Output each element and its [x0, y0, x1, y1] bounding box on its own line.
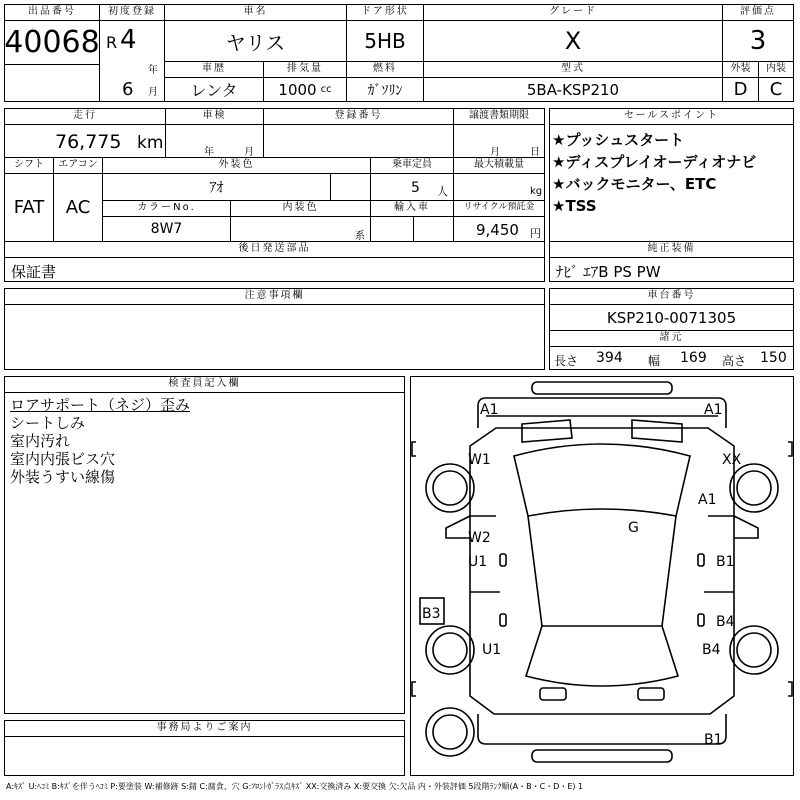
mark-u1-a: U1	[468, 554, 488, 570]
color-no-value: 8W7	[102, 216, 231, 242]
aircon-value: AC	[53, 173, 103, 242]
history-value: レンタ	[164, 77, 264, 102]
capacity-value: 5 人	[370, 173, 454, 201]
mileage-header: 走行	[4, 108, 166, 125]
inspection-header: 車検	[165, 108, 264, 125]
year-unit: 年	[148, 65, 158, 76]
grade-header: グレード	[423, 4, 723, 21]
shift-value: FAT	[4, 173, 54, 242]
mark-w1: W1	[468, 452, 491, 468]
model-code-value: 5BA-KSP210	[423, 77, 723, 102]
int-color-header: 内装色	[230, 200, 371, 217]
mileage-value: 76,775 km	[4, 124, 166, 158]
mark-g: G	[628, 520, 639, 536]
recycle-header: リサイクル預託金	[453, 200, 545, 217]
capacity-header: 乗車定員	[370, 157, 454, 174]
ext-color-blank	[330, 173, 371, 201]
import-value-a	[370, 216, 414, 242]
equipment-value: ﾅﾋﾞ ｴｱB PS PW	[549, 257, 794, 282]
office-header: 事務局よりご案内	[4, 720, 405, 737]
mark-b4: B4	[716, 614, 735, 630]
car-name-header: 車名	[164, 4, 347, 21]
history-header: 車歴	[164, 61, 264, 78]
fuel-value: ｶﾞｿﾘﾝ	[346, 77, 424, 102]
post-parts-header: 後日発送部品	[4, 241, 545, 258]
mark-b4-b: B4	[702, 642, 721, 658]
inspector-note: 室内汚れ	[10, 432, 71, 450]
exterior-grade: D	[722, 77, 759, 102]
aircon-header: エアコン	[53, 157, 103, 174]
mark-b1-a: B1	[716, 554, 735, 570]
car-name-value: ヤリス	[164, 20, 347, 62]
shift-header: シフト	[4, 157, 54, 174]
ext-color-value: ｱｵ	[102, 173, 331, 201]
notes-header: 注意事項欄	[4, 288, 545, 305]
mark-u1-b: U1	[482, 642, 502, 658]
interior-header: 内装	[758, 61, 794, 78]
recycle-value: 9,450 円	[453, 216, 545, 242]
inspector-note: 外装うすい線傷	[10, 468, 116, 486]
reg-month: 6	[122, 79, 134, 100]
score-value: 3	[722, 20, 794, 62]
lot-no-blank	[4, 64, 100, 102]
max-load-header: 最大積載量	[453, 157, 545, 174]
interior-grade: C	[758, 77, 794, 102]
mark-xx: XX	[722, 452, 742, 468]
int-color-value: 系	[230, 216, 371, 242]
import-value-b	[413, 216, 454, 242]
inspector-header: 検査員記入欄	[4, 376, 405, 393]
sales-points-header: セールスポイント	[549, 108, 794, 125]
inspector-note: シートしみ	[10, 414, 86, 432]
score-header: 評価点	[722, 4, 794, 21]
sales-point: ★ディスプレイオーディオナビ	[552, 153, 757, 171]
mark-a1-right: A1	[704, 402, 723, 418]
displacement-header: 排気量	[263, 61, 347, 78]
exterior-header: 外装	[722, 61, 759, 78]
ext-color-header: 外装色	[102, 157, 371, 174]
inspector-note: ロアサポート（ネジ）歪み	[10, 396, 191, 414]
displacement-value: 1000 cc	[263, 77, 347, 102]
mark-b1-b: B1	[704, 732, 723, 748]
door-header: ドア形状	[346, 4, 424, 21]
lot-no-value: 40068	[4, 20, 100, 65]
reg-no-header: 登録番号	[263, 108, 454, 125]
sales-point: ★プッシュスタート	[552, 131, 685, 149]
import-header: 輸入車	[370, 200, 454, 217]
equipment-header: 純正装備	[549, 241, 794, 258]
color-no-header: カラーNo.	[102, 200, 231, 217]
grade-value: X	[423, 20, 723, 62]
mark-w2: W2	[468, 530, 491, 546]
legend: A:ｷｽﾞ U:ﾍｺﾐ B:ｷｽﾞを伴うﾍｺﾐ P:要塗装 W:補修跡 S:錆 C:腐食、穴 G:ﾌﾛﾝﾄｶﾞﾗｽ点ｷｽﾞ XX:交換済み X:要交換 欠:欠品 内・外装評価 5段階ﾗﾝｸ順(A・B・C・D・E) 1	[6, 782, 584, 791]
transfer-header: 譲渡書類期限	[453, 108, 545, 125]
post-parts-value: 保証書	[4, 257, 545, 282]
inspection-value: 年 月	[165, 124, 264, 158]
inspector-notes	[10, 396, 190, 486]
reg-year: 4	[120, 25, 137, 55]
sales-point: ★TSS	[552, 197, 597, 215]
inspector-note: 室内内張ビス穴	[10, 450, 116, 468]
specs-value: 長さ 394 幅 169 高さ 150	[549, 346, 794, 370]
chassis-value: KSP210-0071305	[549, 304, 794, 331]
sales-points-list	[552, 129, 756, 217]
first-reg-header: 初度登録	[99, 4, 165, 21]
car-diagram	[410, 376, 794, 776]
chassis-header: 車台番号	[549, 288, 794, 305]
specs-header: 諸元	[549, 330, 794, 347]
first-reg-value	[99, 20, 165, 102]
era: R	[106, 33, 118, 52]
sales-point: ★バックモニター、ETC	[552, 175, 717, 193]
mark-a1-mid: A1	[698, 492, 717, 508]
reg-no-value	[263, 124, 454, 158]
door-value: 5HB	[346, 20, 424, 62]
lot-no-header: 出品番号	[4, 4, 100, 21]
mark-b3: B3	[422, 606, 441, 622]
model-code-header: 型式	[423, 61, 723, 78]
transfer-value: 月 日	[453, 124, 545, 158]
fuel-header: 燃料	[346, 61, 424, 78]
month-unit: 月	[148, 87, 158, 98]
mark-a1-left: A1	[480, 402, 499, 418]
max-load-value: kg	[453, 173, 545, 201]
